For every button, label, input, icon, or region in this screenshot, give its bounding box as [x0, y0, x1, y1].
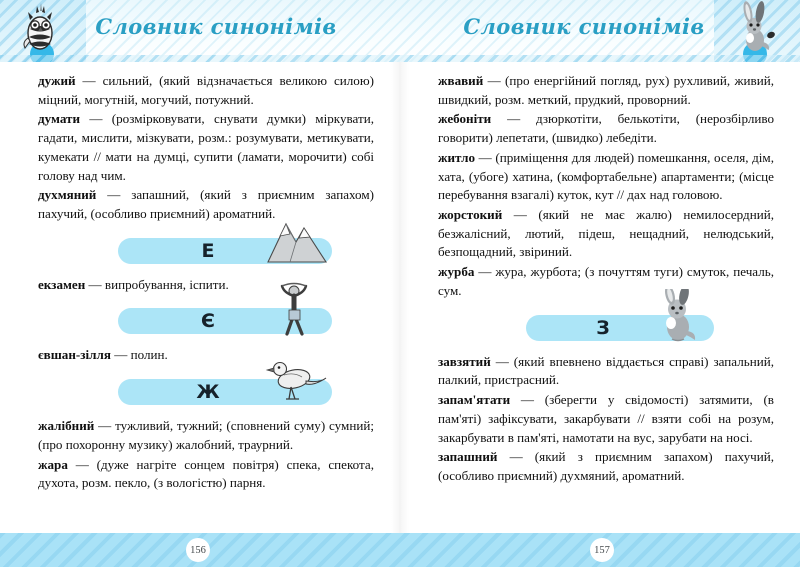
mountains-icon — [260, 212, 334, 268]
entry-headword: дужий — [38, 73, 76, 88]
rabbit-on-ball-icon — [728, 0, 786, 62]
entry-headword: жебоніти — [438, 111, 492, 127]
owl-on-ball-icon — [12, 0, 70, 62]
dictionary-entry — [438, 263, 774, 300]
dictionary-entry — [438, 149, 774, 205]
letter-banner-glyph: З — [596, 316, 610, 339]
letter-banner-glyph: Е — [201, 239, 215, 262]
entry-synonyms: — полин. — [110, 347, 168, 363]
entry-synonyms: — запашний, (який з приємним запахом) пахучий, (особливо приємний) ароматний. — [38, 187, 374, 222]
left-page-column — [0, 72, 400, 533]
right-page-column — [400, 72, 800, 533]
dictionary-entry — [438, 353, 774, 390]
dictionary-entry — [38, 110, 374, 185]
letter-banner-glyph: Є — [201, 310, 215, 333]
page-footer — [0, 533, 800, 567]
entry-headword: жалібний — [38, 418, 95, 434]
page-number-right: 157 — [590, 538, 614, 562]
letter-section-banner — [38, 379, 374, 405]
man-with-herb-icon — [260, 282, 334, 338]
entry-headword: жвавий — [438, 73, 484, 88]
dictionary-entry — [38, 72, 374, 109]
dictionary-entry — [438, 391, 774, 447]
entry-synonyms: — випробування, іспити. — [85, 276, 229, 292]
header-edge-stripe — [0, 55, 800, 62]
rabbit-icon — [644, 289, 718, 345]
entry-synonyms: — (зберегти у свідомості) затямити, (в пам'яті) зафіксувати, закарбувати // взяти собі на розум, закарбувати в пам'яті, намотати на вус, зарубати на носі. — [438, 392, 774, 445]
page-title-left: Словник синонімів — [95, 14, 337, 39]
entry-synonyms: — (який з приємним запахом) пахучий, (особливо приємний) духмяний, ароматний. — [438, 449, 774, 483]
page-header — [0, 0, 800, 62]
dictionary-entry — [38, 417, 374, 454]
letter-section-banner — [438, 315, 774, 341]
entry-headword: євшан-зілля — [38, 347, 111, 363]
entry-headword: завзятий — [438, 353, 491, 369]
lark-bird-icon — [260, 353, 334, 409]
entry-synonyms: — (розмірковувати, снувати думки) міркувати, гадати, мислити, мізкувати, розм.: розумувати, метикувати, кумекати // мати на думці, супити (ламати, морочити) собі голову над чим. — [38, 111, 374, 183]
entry-headword: житло — [438, 149, 476, 165]
entry-synonyms: — тужливий, тужний; (сповнений суму) сумний; (про похоронну музику) жалобний, траурний. — [38, 418, 374, 452]
entry-synonyms: — (про енергійний погляд, рух) рухливий, живий, швидкий, розм. меткий, прудкий, проворний. — [438, 73, 774, 107]
entry-headword: духмяний — [38, 187, 97, 203]
entry-synonyms: — жура, журбота; (з почуттям туги) смуток, печаль, сум. — [438, 264, 774, 298]
dictionary-entry — [38, 456, 374, 493]
entry-synonyms: — (який впевнено віддається справі) запальний, палкий, пристрасний. — [438, 353, 774, 388]
dictionary-entry — [438, 206, 774, 262]
letter-section-banner — [38, 238, 374, 264]
entry-headword: запашний — [438, 449, 498, 465]
entry-headword: екзамен — [38, 276, 86, 292]
dictionary-entry — [438, 110, 774, 147]
page-number-left: 156 — [186, 538, 210, 562]
entry-headword: жорстокий — [438, 207, 503, 223]
page-title-right: Словник синонімів — [463, 14, 705, 39]
entry-synonyms: — (приміщення для людей) помешкання, оселя, дім, хата, (убоге) хатина, (комфортабельне) апартаменти; (місце перебування взагалі) куток, кут // дах над головою. — [438, 149, 774, 203]
dictionary-entry — [438, 72, 774, 109]
entry-headword: жара — [38, 456, 68, 472]
dictionary-entry — [438, 448, 774, 485]
entry-synonyms: — (який не має жалю) немилосердний, безжалісний, лютий, підеш, нещадний, нелюдський, безпощадний, звіриний. — [438, 207, 774, 260]
entry-headword: запам'ятати — [438, 392, 511, 408]
entry-headword: журба — [438, 264, 475, 280]
letter-banner-glyph: Ж — [196, 381, 220, 404]
entry-headword: думати — [38, 111, 81, 127]
spread-body — [0, 62, 800, 533]
entry-synonyms: — (дуже нагріте сонцем повітря) спека, спекота, духота, розм. пекло, (з вологістю) парня. — [38, 456, 374, 491]
entry-synonyms: — дзюркотіти, белькотіти, (нерозбірливо говорити) лепетати, (швидко) лебедіти. — [438, 111, 774, 146]
letter-section-banner — [38, 308, 374, 334]
entry-synonyms: — сильний, (який відзначається великою силою) міцний, могутній, могучий, потужний. — [38, 73, 374, 107]
